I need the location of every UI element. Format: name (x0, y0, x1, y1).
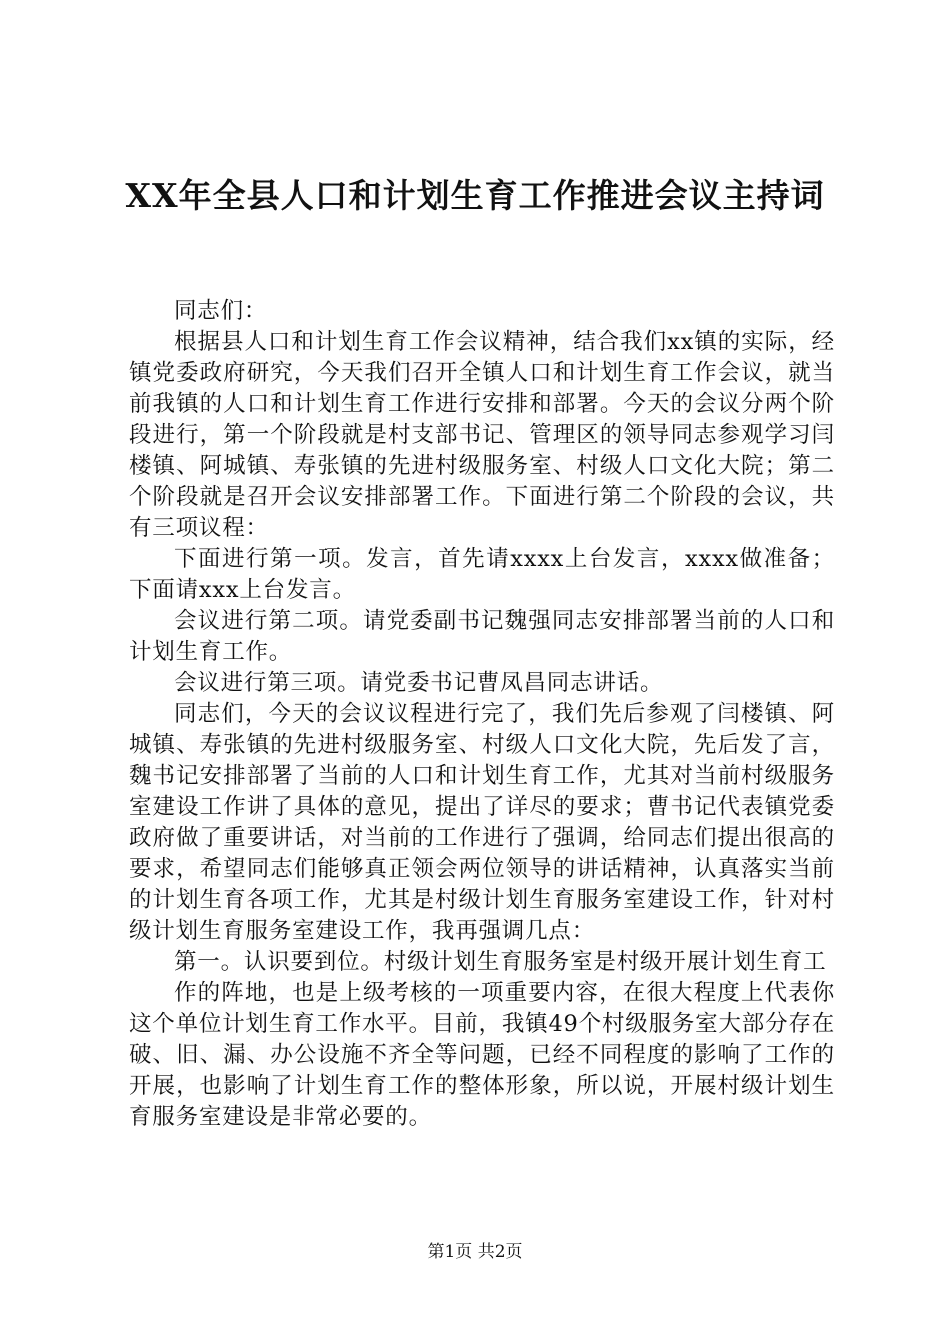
paragraph-point-1-body: 作的阵地，也是上级考核的一项重要内容，在很大程度上代表你这个单位计划生育工作水平。目前，我镇49个村级服务室大部分存在破、旧、漏、办公设施不齐全等问题，已经不同程度的影响了工作的开展，也影响了计划生育工作的整体形象，所以说，开展村级计划生育服务室建设是非常必要的。 (129, 980, 835, 1130)
document-body (129, 296, 835, 1133)
document-title: XX年全县人口和计划生育工作推进会议主持词 (125, 176, 825, 215)
paragraph-item-1: 下面进行第一项。发言，首先请xxxx上台发言，xxxx做准备；下面请xxx上台发言。 (129, 546, 835, 603)
salutation: 同志们： (174, 298, 268, 324)
page-footer: 第1页 共2页 (427, 1242, 523, 1262)
paragraph-intro: 根据县人口和计划生育工作会议精神，结合我们xx镇的实际，经镇党委政府研究，今天我们召开全镇人口和计划生育工作会议，就当前我镇的人口和计划生育工作进行安排和部署。今天的会议分两个阶段进行，第一个阶段就是村支部书记、管理区的领导同志参观学习闫楼镇、阿城镇、寿张镇的先进村级服务室、村级人口文化大院；第二个阶段就是召开会议安排部署工作。下面进行第二个阶段的会议，共有三项议程： (129, 329, 835, 541)
paragraph-point-1-heading: 第一。认识要到位。村级计划生育服务室是村级开展计划生育工 (174, 949, 827, 975)
paragraph-item-3: 会议进行第三项。请党委书记曹凤昌同志讲话。 (174, 670, 664, 696)
paragraph-item-2: 会议进行第二项。请党委副书记魏强同志安排部署当前的人口和计划生育工作。 (129, 608, 835, 665)
paragraph-summary: 同志们，今天的会议议程进行完了，我们先后参观了闫楼镇、阿城镇、寿张镇的先进村级服务室、村级人口文化大院，先后发了言，魏书记安排部署了当前的人口和计划生育工作，尤其对当前村级服务室建设工作讲了具体的意见，提出了详尽的要求；曹书记代表镇党委政府做了重要讲话，对当前的工作进行了强调，给同志们提出很高的要求，希望同志们能够真正领会两位领导的讲话精神，认真落实当前的计划生育各项工作，尤其是村级计划生育服务室建设工作，针对村级计划生育服务室建设工作，我再强调几点： (129, 701, 835, 944)
